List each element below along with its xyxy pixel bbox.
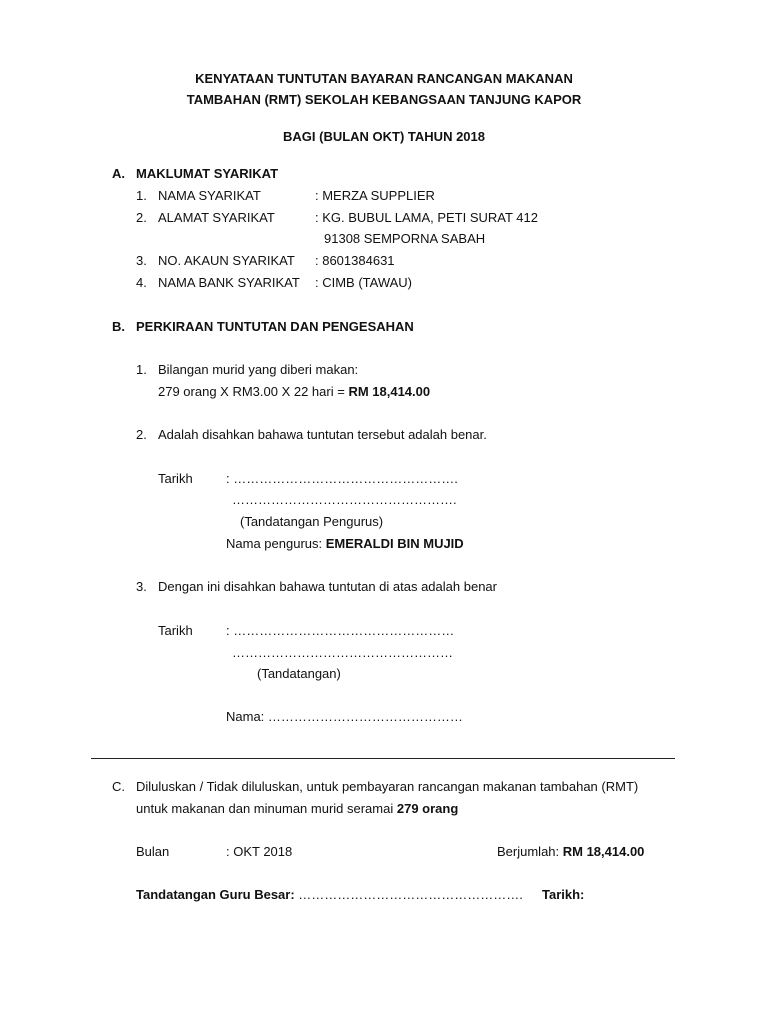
headmaster-signature [136, 887, 523, 903]
b-item-1-text: Bilangan murid yang diberi makan: [158, 362, 359, 377]
b-item-2-manager-name [226, 536, 464, 552]
b-item-3-date-line: : …………………………………………… [226, 623, 455, 638]
section-c-line-2-text: untuk makanan dan minuman murid seramai [136, 801, 397, 816]
a-item-2-num: 2. [136, 210, 147, 225]
section-a-heading: MAKLUMAT SYARIKAT [136, 166, 279, 181]
b-item-1-num: 1. [136, 362, 147, 377]
total-label: Berjumlah: [497, 844, 563, 859]
section-c-student-count: 279 orang [396, 801, 459, 816]
b-item-2-num: 2. [136, 427, 147, 442]
headmaster-signature-label: Tandatangan Guru Besar: [136, 887, 299, 902]
a-item-2-value-line-2: 91308 SEMPORNA SABAH [324, 231, 486, 246]
a-item-4-num: 4. [136, 275, 147, 290]
title-line-2: TAMBAHAN (RMT) SEKOLAH KEBANGSAAN TANJUNG KAPOR [186, 92, 582, 107]
b-item-2-date-line: : ……………………………………………. [226, 471, 458, 486]
a-item-4-label: NAMA BANK SYARIKAT [158, 275, 300, 290]
headmaster-signature-line: ……………………………………………. [298, 887, 523, 902]
a-item-3-label: NO. AKAUN SYARIKAT [158, 253, 295, 268]
a-item-1-value: : MERZA SUPPLIER [315, 188, 435, 203]
section-divider [91, 758, 675, 759]
manager-name-value: EMERALDI BIN MUJID [325, 536, 464, 551]
b-item-3-signature-line: …………………………………………… [232, 645, 453, 660]
b-item-1-total: RM 18,414.00 [348, 384, 431, 399]
b-item-2-text: Adalah disahkan bahawa tuntutan tersebut adalah benar. [158, 427, 487, 442]
b-item-3-text: Dengan ini disahkan bahawa tuntutan di atas adalah benar [158, 579, 497, 594]
a-item-2-value: : KG. BUBUL LAMA, PETI SURAT 412 [315, 210, 538, 225]
b-item-3-date-label: Tarikh [158, 623, 193, 638]
section-c-letter: C. [112, 779, 125, 794]
section-b-letter: B. [112, 319, 125, 334]
b-item-2-date-label: Tarikh [158, 471, 193, 486]
total-value: RM 18,414.00 [562, 844, 645, 859]
a-item-3-value: : 8601384631 [315, 253, 395, 268]
b-item-3-signature-caption: (Tandatangan) [257, 666, 341, 681]
b-item-2-signature-line: ……………………………………………. [232, 492, 457, 507]
b-item-1-calculation [158, 384, 430, 400]
section-c-line-1: Diluluskan / Tidak diluluskan, untuk pembayaran rancangan makanan tambahan (RMT) [136, 779, 639, 794]
section-b-heading: PERKIRAAN TUNTUTAN DAN PENGESAHAN [136, 319, 414, 334]
section-a-letter: A. [112, 166, 125, 181]
headmaster-date-label: Tarikh: [542, 887, 585, 902]
a-item-2-label: ALAMAT SYARIKAT [158, 210, 275, 225]
manager-name-label: Nama pengurus: [226, 536, 326, 551]
a-item-4-value: : CIMB (TAWAU) [315, 275, 413, 290]
section-c-line-2 [136, 801, 458, 817]
total-amount [497, 844, 644, 860]
title-line-1: KENYATAAN TUNTUTAN BAYARAN RANCANGAN MAKANAN [195, 71, 573, 86]
b-item-3-name-line: Nama: ……………………………………… [226, 709, 463, 724]
b-item-1-calc-text: 279 orang X RM3.00 X 22 hari = [158, 384, 349, 399]
a-item-3-num: 3. [136, 253, 147, 268]
a-item-1-label: NAMA SYARIKAT [158, 188, 261, 203]
b-item-3-num: 3. [136, 579, 147, 594]
a-item-1-num: 1. [136, 188, 147, 203]
month-label: Bulan [136, 844, 170, 859]
title-period: BAGI (BULAN OKT) TAHUN 2018 [283, 129, 485, 144]
b-item-2-signature-caption: (Tandatangan Pengurus) [240, 514, 384, 529]
month-value: : OKT 2018 [226, 844, 293, 859]
